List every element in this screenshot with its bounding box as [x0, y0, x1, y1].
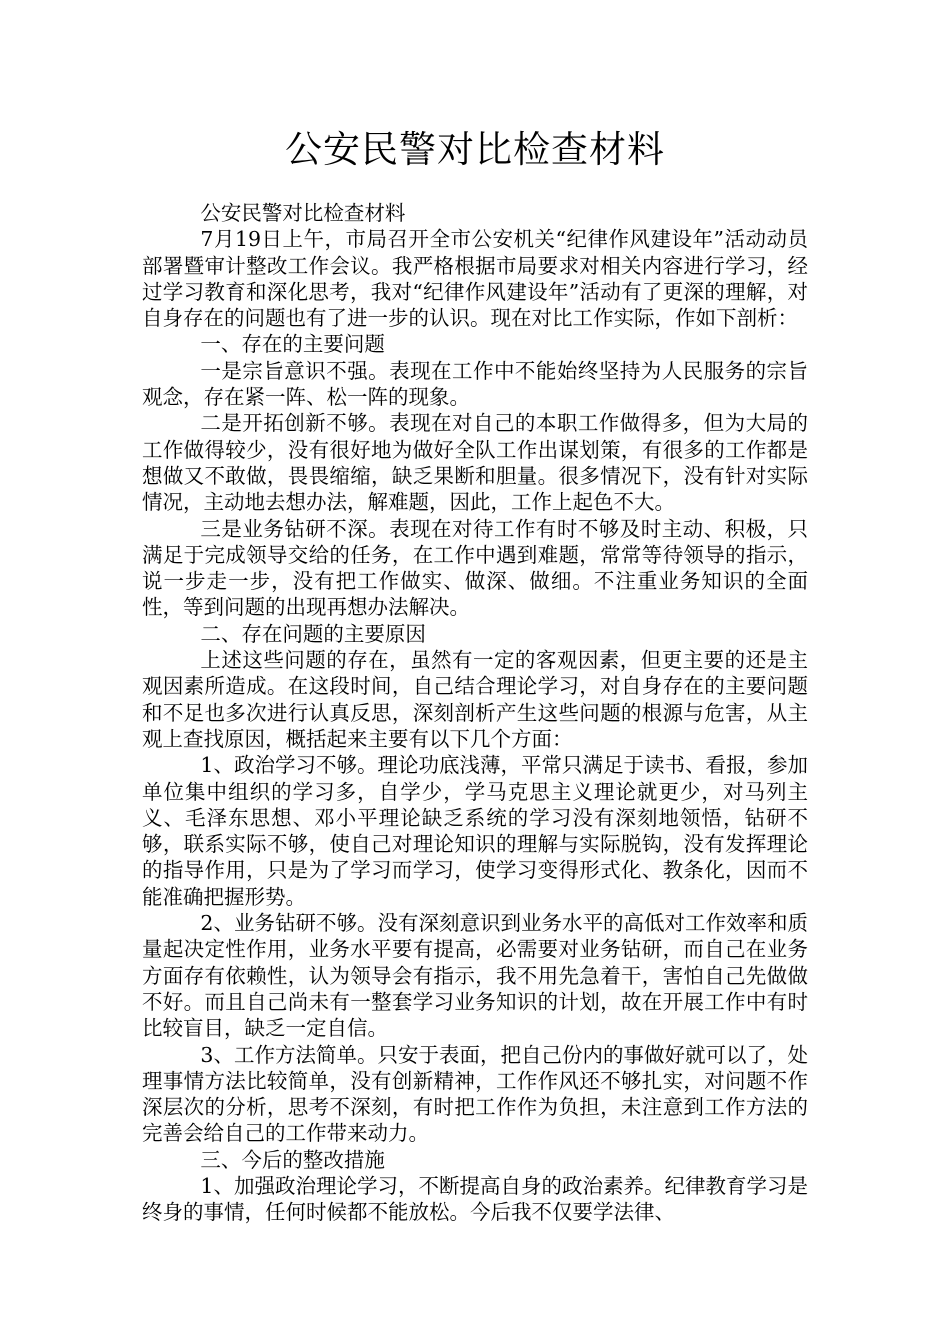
- paragraph: 二是开拓创新不够。表现在对自己的本职工作做得多，但为大局的工作做得较少，没有很好地为做好全队工作出谋划策，有很多的工作都是想做又不敢做，畏畏缩缩，缺乏果断和胆量。很多情况下，没有针对实际情况，主动地去想办法，解难题，因此，工作上起色不大。: [142, 411, 808, 515]
- paragraph: 1、政治学习不够。理论功底浅薄，平常只满足于读书、看报，参加单位集中组织的学习多，自学少，学马克思主义理论就更少，对马列主义、毛泽东思想、邓小平理论缺乏系统的学习没有深刻地领悟，钻研不够，联系实际不够，使自己对理论知识的理解与实际脱钩，没有发挥理论的指导作用，只是为了学习而学习，使学习变得形式化、教条化，因而不能准确把握形势。: [142, 753, 808, 909]
- paragraph-subtitle: 公安民警对比检查材料: [200, 201, 406, 225]
- paragraph: 一是宗旨意识不强。表现在工作中不能始终坚持为人民服务的宗旨观念，存在紧一阵、松一阵的现象。: [142, 358, 808, 410]
- paragraph: 上述这些问题的存在，虽然有一定的客观因素，但更主要的还是主观因素所造成。在这段时间，自己结合理论学习，对自身存在的主要问题和不足也多次进行认真反思，深刻剖析产生这些问题的根源与危害，从主观上查找原因，概括起来主要有以下几个方面：: [142, 648, 808, 751]
- section-heading-3: 三、今后的整改措施: [200, 1147, 385, 1172]
- section-heading-2: 二、存在问题的主要原因: [200, 621, 426, 646]
- document-title: 公安民警对比检查材料: [285, 128, 665, 171]
- paragraph: 3、工作方法简单。只安于表面，把自己份内的事做好就可以了，处理事情方法比较简单，没有创新精神，工作作风还不够扎实，对问题不作深层次的分析，思考不深刻，有时把工作作为负担，未注意到工作方法的完善会给自己的工作带来动力。: [142, 1042, 808, 1146]
- paragraph: 1、加强政治理论学习，不断提高自身的政治素养。纪律教育学习是终身的事情，任何时候都不能放松。今后我不仅要学法律、: [142, 1173, 808, 1225]
- document-body: [142, 200, 808, 1226]
- paragraph: 三是业务钻研不深。表现在对待工作有时不够及时主动、积极，只满足于完成领导交给的任务，在工作中遇到难题，常常等待领导的指示，说一步走一步，没有把工作做实、做深、做细。不注重业务知识的全面性，等到问题的出现再想办法解决。: [142, 516, 808, 620]
- paragraph: 2、业务钻研不够。没有深刻意识到业务水平的高低对工作效率和质量起决定性作用，业务水平要有提高，必需要对业务钻研，而自己在业务方面存有依赖性，认为领导会有指示，我不用先急着干，害怕自己先做做不好。而且自己尚未有一整套学习业务知识的计划，故在开展工作中有时比较盲目，缺乏一定自信。: [142, 911, 808, 1041]
- paragraph-intro: 7月19日上午，市局召开全市公安机关“纪律作风建设年”活动动员部署暨审计整改工作会议。我严格根据市局要求对相关内容进行学习，经过学习教育和深化思考，我对“纪律作风建设年”活动有了更深的理解，对自身存在的问题也有了进一步的认识。现在对比工作实际，作如下剖析：: [142, 227, 808, 331]
- section-heading-1: 一、存在的主要问题: [200, 332, 385, 357]
